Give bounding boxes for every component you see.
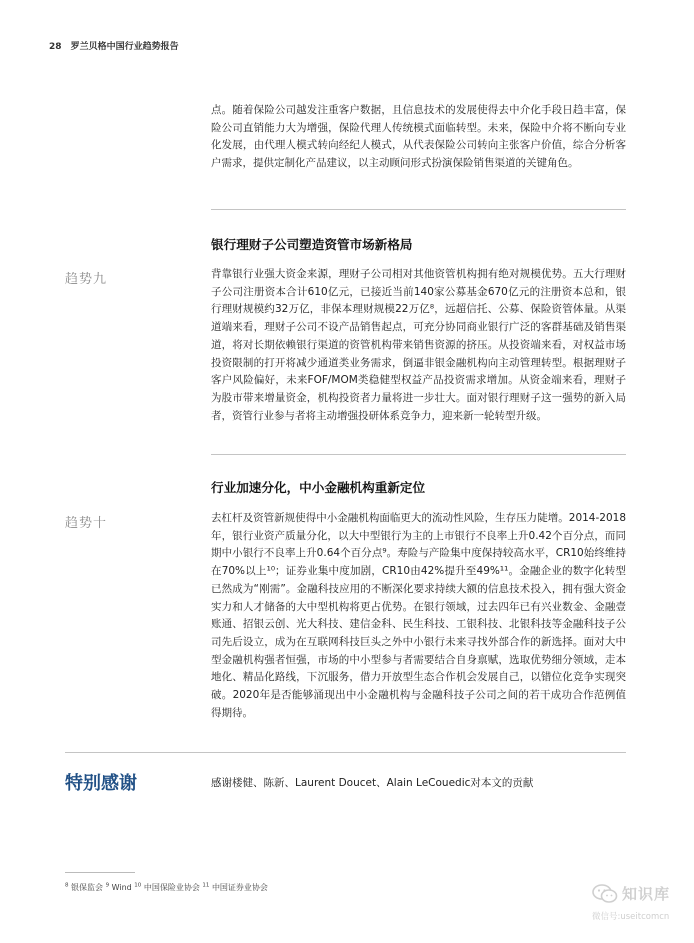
section-divider (211, 209, 626, 210)
trend-label-10: 趋势十 (65, 516, 108, 531)
watermark (592, 883, 688, 933)
watermark-site: 微信号:useitcomcn (592, 912, 670, 922)
section-paragraph-trend-10: 去杠杆及资管新规使得中小金融机构面临更大的流动性风险，生存压力陡增。2014-2018年，银行业资产质量分化，以大中型银行为主的上市银行不良率上升0.42个百分点，而同期中小银行不良率上升0.64个百分点⁹。寿险与产险集中度保持较高水平，CR10始终维持在70%以上¹⁰；证券业集中度加剧，CR10由42%提升至49%¹¹。金融企业的数字化转型已然成为“刚需”。金融科技应用的不断深化要求持续大额的信息技术投入，拥有强大资金实力和人才储备的大中型机构将更占优势。在银行领域，过去四年已有兴业数金、金融壹账通、招银云创、光大科技、建信金科、民生科技、工银科技、北银科技等金融科技子公司先后设立，成为在互联网科技巨头之外中小银行未来寻找外部合作的新选择。面对大中型金融机构强者恒强，市场的中小型参与者需要结合自身禀赋，选取优势细分领域，走本地化、精品化路线，下沉服务，借力开放型生态合作机会发展自己，以错位化竞争实现突破。2020年是否能够涌现出中小金融机构与金融科技子公司之间的若干成功合作范例值得期待。 (211, 512, 626, 719)
special-thanks-text: 感谢楼健、陈新、Laurent Doucet、Alain LeCouedic对本文的贡献 (211, 777, 534, 789)
footnote-item: $^8$ 银保监会 (65, 882, 104, 892)
wechat-icon (592, 884, 618, 904)
intro-paragraph: 点。随着保险公司越发注重客户数据，且信息技术的发展使得去中介化手段日趋丰富，保险公司直销能力大为增强，保险代理人传统模式面临转型。未来，保险中介将不断向专业化发展，由代理人模式转向经纪人模式，从代表保险公司转向主张客户价值，综合分析客户需求，提供定制化产品建议，以主动顾问形式扮演保险销售渠道的关键角色。 (211, 104, 626, 170)
special-thanks-title: 特别感谢 (65, 773, 137, 794)
thanks-divider (65, 752, 626, 753)
footnote-divider (65, 872, 135, 873)
watermark-name: 知识库 (622, 885, 671, 903)
report-title: 罗兰贝格中国行业趋势报告 (70, 42, 179, 52)
section-divider (211, 454, 626, 455)
trend-label-9: 趋势九 (65, 272, 108, 287)
section-paragraph-trend-9: 背靠银行业强大资金来源，理财子公司相对其他资管机构拥有绝对规模优势。五大行理财子公司注册资本合计610亿元，已接近当前140家公募基金670亿元的注册资本总和，银行理财规模约32万亿，非保本理财规模22万亿⁸，远超信托、公募、保险资管体量。从渠道端来看，理财子公司不设产品销售起点，可充分协同商业银行广泛的客群基础及销售渠道，将对长期依赖银行渠道的资管机构带来销售资源的挤压。从投资端来看，对权益市场投资限制的打开将减少通道类业务需求，倒逼非银金融机构向主动管理转型。根据理财子客户风险偏好，未来FOF/MOM类稳健型权益产品投资需求增加。从资金端来看，理财子为股市带来增量资金，机构投资者力量将进一步壮大。面对银行理财子这一强势的新入局者，资管行业参与者将主动增强投研体系竞争力，迎来新一轮转型升级。 (211, 268, 626, 422)
footnote-item: $^{10}$ 中国保险业协会 (134, 882, 200, 892)
page-number: 28 (49, 42, 62, 52)
footnote-item: $^9$ Wind (105, 882, 132, 892)
section-heading-trend-10: 行业加速分化，中小金融机构重新定位 (211, 480, 426, 495)
section-heading-trend-9: 银行理财子公司塑造资管市场新格局 (211, 237, 413, 252)
footnotes (65, 882, 268, 893)
page-header (49, 39, 179, 52)
footnote-item: $^{11}$ 中国证券业协会 (202, 882, 268, 892)
